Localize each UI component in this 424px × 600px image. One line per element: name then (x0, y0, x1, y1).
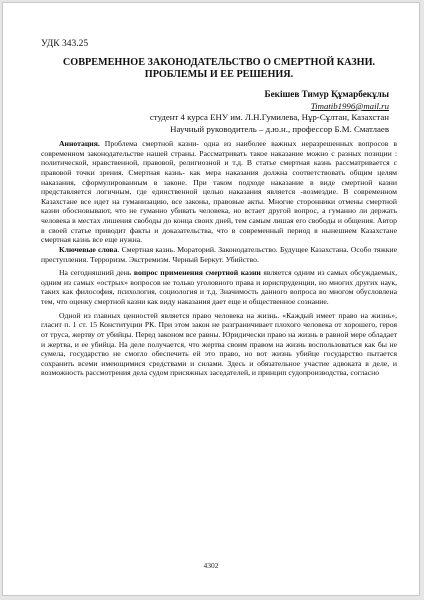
para1-bold: вопрос применения смертной казни (133, 268, 261, 278)
para1-before: На сегодняшний день (59, 268, 134, 278)
body-paragraph-1 (41, 268, 397, 307)
keywords-text: . Смертная казнь. Мораторий. Законодательство. Будущее Казахстана. Особо тяжкие преступления. Терроризм. Экстремизм. Черный Беркут. Убийство. (41, 244, 397, 264)
article-content (41, 39, 397, 378)
document-page (2, 2, 420, 596)
abstract-label: Аннотация. (59, 139, 100, 149)
author-name: Бекішев Тимур Құмарбекұлы (264, 88, 389, 99)
para1-after: является одним из самых обсуждаемых, одним из самых «острых» вопросов не только уголовного права и юриспруденции, но многих других наук, таких как философия, психология, социология и т.д. Значимость данного вопроса во многом обусловлена тем, что оценку смертной казни как виду наказания дает еще и общественное сознание. (41, 268, 398, 307)
article-title (41, 57, 397, 82)
title-line-1: СОВРЕМЕННОЕ ЗАКОНОДАТЕЛЬСТВО О СМЕРТНОЙ КАЗНИ. (62, 57, 376, 68)
title-line-2: ПРОБЛЕМЫ И ЕЕ РЕШЕНИЯ. (144, 69, 294, 81)
author-block (41, 89, 389, 135)
author-email[interactable]: Timatib1996@mail.ru (310, 100, 389, 111)
keywords-label: Ключевые слова (59, 244, 118, 254)
udk-code: УДК 343.25 (41, 39, 89, 49)
page-number: 4302 (203, 561, 219, 570)
keywords-paragraph (41, 245, 397, 264)
supervisor: Научный руководитель – д.ю.н., профессор Б.М. Сматлаев (170, 123, 389, 134)
abstract-text: Проблема смертной казни- одна из наиболее важных неразрешенных вопросов в современном законодательстве нашей страны. Рассматривать такое наказание можно с разных позиции : политической, нравственной, правовой, религиозной и т.д. В статье смертная казнь рассматривается с правовой точки зрения. Смертная казнь- как мера наказания должна соответствовать общим целям наказания, сформулированным в законе. При таком подходе наказание в виде смертной казни представляется логичным, где единственной целью наказания является -возмездие. В современном Казахстане все идет на гуманизацию, все законы, правовые акты. Многие сторонники отмены смертной казни обосновывают, что не гуманно убивать человека, но встает другой вопрос, а гуманно ли держать человека в местах лишения свободы до конца своих дней, тем самым лишая его свободы и общения. Автор в своей статье приводит факты и доказательства, что в современный период в нынешнем Казахстане смертная казнь все еще нужна. (41, 139, 397, 245)
abstract-paragraph (41, 139, 397, 245)
author-affiliation: студент 4 курса ЕНУ им. Л.Н.Гумилева, Нұр-Сұлтан, Казахстан (149, 112, 389, 123)
body-paragraph-2: Одной из главных ценностей является право человека на жизнь. «Каждый имеет право на жизнь», гласит п. 1 ст. 15 Конституции РК. При этом закон не разграничивает плохого человека от хорошего, героя от труса, жертву от убийцы. Перед законом все равны. Юридически право на жизнь в равной мере обладает и жертва, и ее убийца. На деле получается, что жертва своим правом на жизнь воспользоваться как бы не сумела, государство не смогло обеспечить ей это право, но вот жизнь убийце государство пытается сохранить всеми имеющимися средствами и силами. Здесь и обязательное участие адвоката в деле, и возможность рассмотрения дела судом присяжных заседателей, и принцип судопроизводства, согласно (41, 310, 397, 378)
